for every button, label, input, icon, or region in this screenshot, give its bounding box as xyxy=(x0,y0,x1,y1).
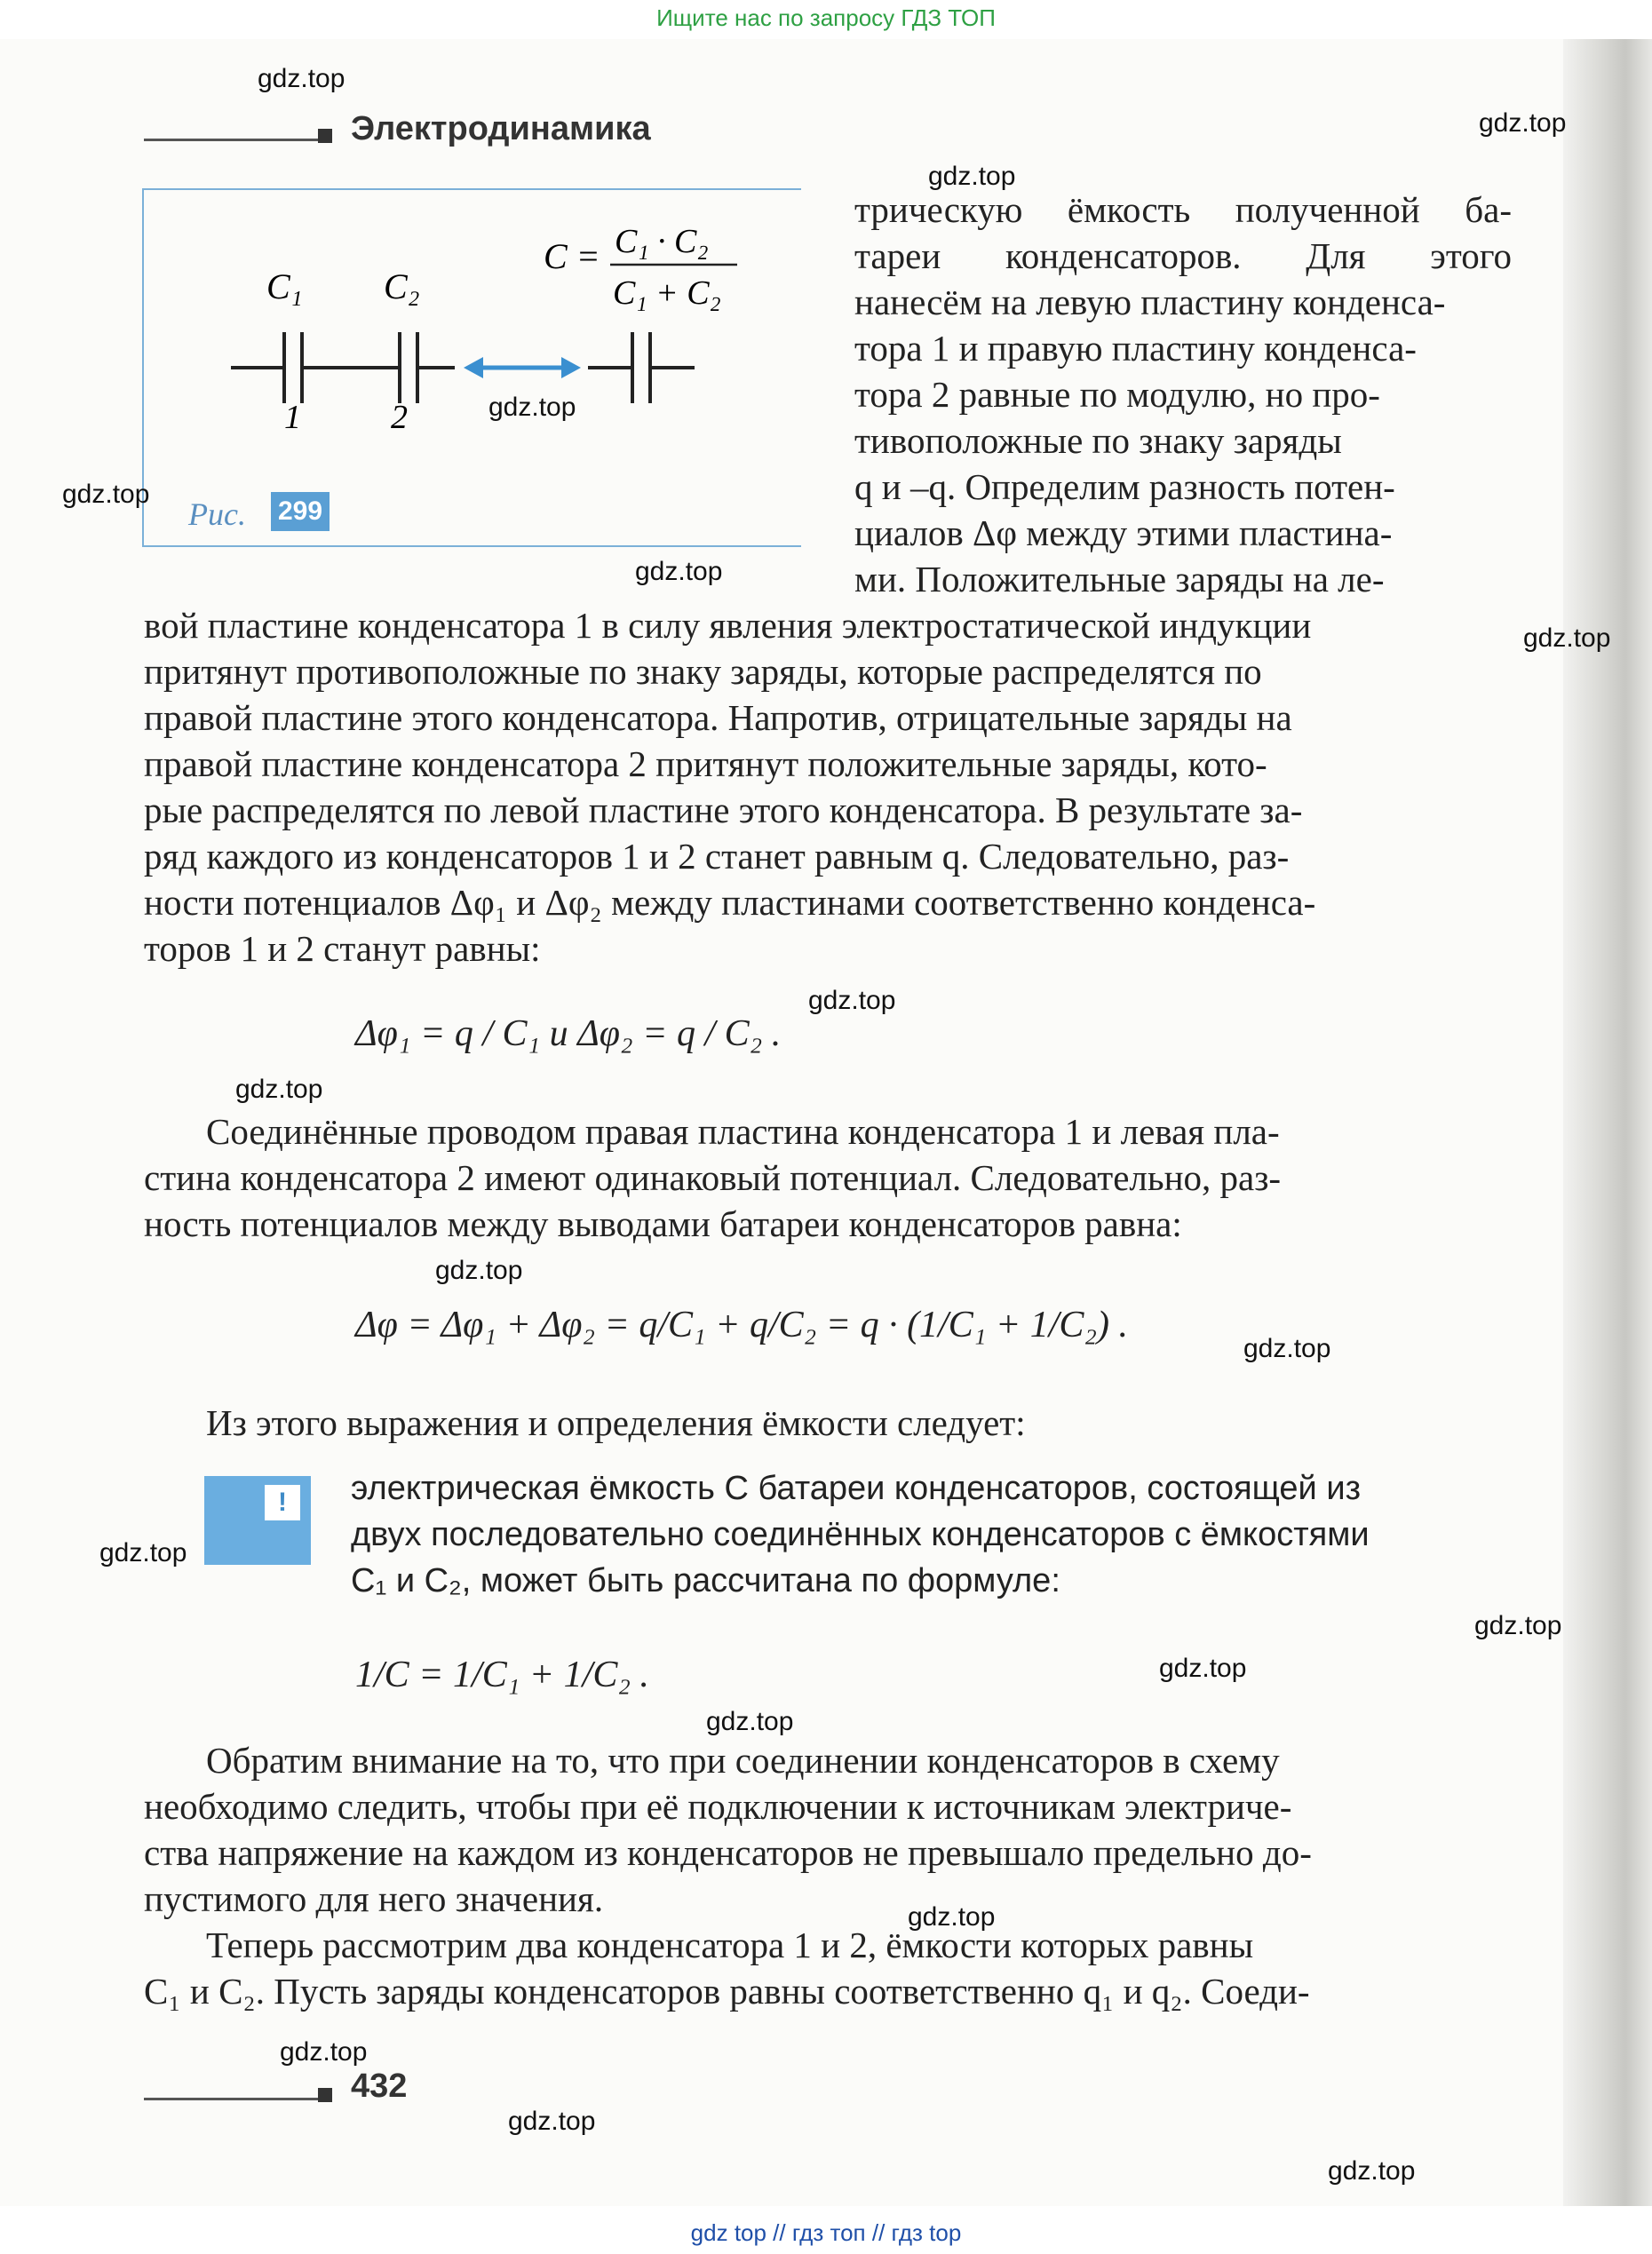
paragraph-6-line: Теперь рассмотрим два конденсатора 1 и 2, ёмкости которых равны xyxy=(206,1925,1254,1965)
paragraph-3-line: Соединённые проводом правая пластина конденсатора 1 и левая пла- xyxy=(206,1111,1280,1152)
figure-caption: Рис. xyxy=(188,496,246,532)
paragraph-2-line: притянут противоположные по знаку заряды, которые распределятся по xyxy=(144,651,1262,692)
paragraph-1-line: циалов Δφ между этими пластина- xyxy=(854,512,1393,553)
paragraph-1-line: q и –q. Определим разность потен- xyxy=(854,466,1395,507)
book-spine-shadow xyxy=(1563,39,1652,2206)
paragraph-5 xyxy=(144,1737,1512,1922)
formula-potential-differences: Δφ₁ = q / C₁ и Δφ₂ = q / C₂ . xyxy=(355,1013,782,1054)
paragraph-3-line: ность потенциалов между выводами батареи конденсаторов равна: xyxy=(144,1203,1182,1244)
page-number: 432 xyxy=(351,2067,408,2105)
watermark: gdz.top xyxy=(1243,1334,1331,1363)
paragraph-1-line: тивоположные по знаку заряды xyxy=(854,420,1342,461)
paragraph-2-line: вой пластине конденсатора 1 в силу явления электростатической индукции xyxy=(144,605,1312,646)
watermark: gdz.top xyxy=(1474,1611,1562,1640)
watermark: gdz.top xyxy=(235,1075,323,1104)
paragraph-1-line: ми. Положительные заряды на ле- xyxy=(854,559,1385,599)
paragraph-2-line: правой пластине этого конденсатора. Напротив, отрицательные заряды на xyxy=(144,697,1292,738)
paragraph-3-line: стина конденсатора 2 имеют одинаковый потенциал. Следовательно, раз- xyxy=(144,1157,1282,1198)
paragraph-2 xyxy=(144,602,1512,972)
top-banner[interactable]: Ищите нас по запросу ГДЗ ТОП xyxy=(656,4,996,31)
header-marker xyxy=(318,129,332,143)
paragraph-1-line: тареи конденсаторов. Для этого xyxy=(854,235,1512,276)
paragraph-2-line: правой пластине конденсатора 2 притянут положительные заряды, кото- xyxy=(144,743,1267,784)
rule-statement xyxy=(351,1465,1514,1604)
watermark: gdz.top xyxy=(1159,1654,1247,1683)
bottom-banner[interactable]: gdz top // гдз топ // гдз top xyxy=(690,2219,962,2246)
watermark: gdz.top xyxy=(635,557,723,586)
figure-299 xyxy=(142,188,801,547)
figure-formula-lhs: C = xyxy=(544,236,600,276)
paragraph-5-line: пустимого для него значения. xyxy=(144,1878,604,1919)
label-capacitor-1: 1 xyxy=(284,399,301,436)
watermark: gdz.top xyxy=(1328,2156,1416,2186)
chapter-title: Электродинамика xyxy=(351,110,651,147)
label-c1: C₁ xyxy=(266,266,303,306)
paragraph-2-line: ряд каждого из конденсаторов 1 и 2 станет равным q. Следовательно, раз- xyxy=(144,836,1290,877)
watermark: gdz.top xyxy=(280,2037,368,2067)
paragraph-4 xyxy=(206,1400,1512,1446)
paragraph-1-line: тора 2 равные по модулю, но про- xyxy=(854,374,1380,415)
rule-line: C₁ и C₂, может быть рассчитана по формуле: xyxy=(351,1562,1060,1599)
paragraph-6-line: C₁ и C₂. Пусть заряды конденсаторов равны соответственно q₁ и q₂. Соеди- xyxy=(144,1971,1310,2012)
watermark: gdz.top xyxy=(928,162,1016,191)
equivalent-capacitor xyxy=(588,332,695,403)
watermark: gdz.top xyxy=(99,1538,187,1567)
paragraph-5-line: необходимо следить, чтобы при её подключении к источникам электриче- xyxy=(144,1786,1292,1827)
watermark: gdz.top xyxy=(908,1902,996,1932)
watermark: gdz.top xyxy=(435,1256,523,1285)
watermark: gdz.top xyxy=(1479,108,1567,138)
equivalence-arrow-icon xyxy=(464,357,581,378)
watermark: gdz.top xyxy=(508,2107,596,2136)
paragraph-1-line: тора 1 и правую пластину конденса- xyxy=(854,328,1417,369)
rule-line: электрическая ёмкость C батареи конденсаторов, состоящей из xyxy=(351,1470,1361,1507)
formula-series-capacitance: 1/C = 1/C₁ + 1/C₂ . xyxy=(355,1655,649,1695)
watermark: gdz.top xyxy=(706,1707,794,1736)
figure-formula-den: C₁ + C₂ xyxy=(613,274,721,312)
watermark: gdz.top xyxy=(1523,623,1611,653)
watermark: gdz.top xyxy=(488,393,576,422)
watermark: gdz.top xyxy=(808,986,896,1015)
header-rule xyxy=(144,139,322,141)
paragraph-5-line: Обратим внимание на то, что при соединении конденсаторов в схему xyxy=(206,1740,1280,1781)
capacitor-circuit-diagram xyxy=(144,190,801,545)
paragraph-2-line: рые распределятся по левой пластине этого конденсатора. В результате за- xyxy=(144,790,1303,830)
paragraph-1 xyxy=(854,187,1512,602)
paragraph-3 xyxy=(144,1108,1512,1247)
paragraph-1-line: нанесём на левую пластину конденса- xyxy=(854,282,1446,322)
footer-marker xyxy=(318,2088,332,2102)
figure-number-badge: 299 xyxy=(271,492,330,531)
figure-formula-num: C₁ · C₂ xyxy=(615,223,709,260)
series-capacitors xyxy=(231,332,455,403)
exclamation-icon: ! xyxy=(265,1485,300,1520)
watermark: gdz.top xyxy=(258,64,345,93)
paragraph-4-line: Из этого выражения и определения ёмкости следует: xyxy=(206,1402,1026,1443)
paragraph-6 xyxy=(144,1922,1512,2014)
formula-total-potential-difference: Δφ = Δφ₁ + Δφ₂ = q/C₁ + q/C₂ = q · (1/C₁ + 1/C₂) . xyxy=(355,1305,1129,1345)
label-c2: C₂ xyxy=(384,266,420,306)
paragraph-1-line: трическую ёмкость полученной ба- xyxy=(854,189,1512,230)
rule-line: двух последовательно соединённых конденсаторов с ёмкостями xyxy=(351,1516,1370,1553)
paragraph-2-line: ности потенциалов Δφ₁ и Δφ₂ между пластинами соответственно конденса- xyxy=(144,882,1316,923)
label-capacitor-2: 2 xyxy=(391,399,408,436)
footer-rule xyxy=(144,2098,322,2100)
paragraph-2-line: торов 1 и 2 станут равны: xyxy=(144,928,541,969)
rule-marker xyxy=(204,1476,311,1565)
paragraph-5-line: ства напряжение на каждом из конденсаторов не превышало предельно до- xyxy=(144,1832,1312,1873)
watermark: gdz.top xyxy=(62,480,150,509)
